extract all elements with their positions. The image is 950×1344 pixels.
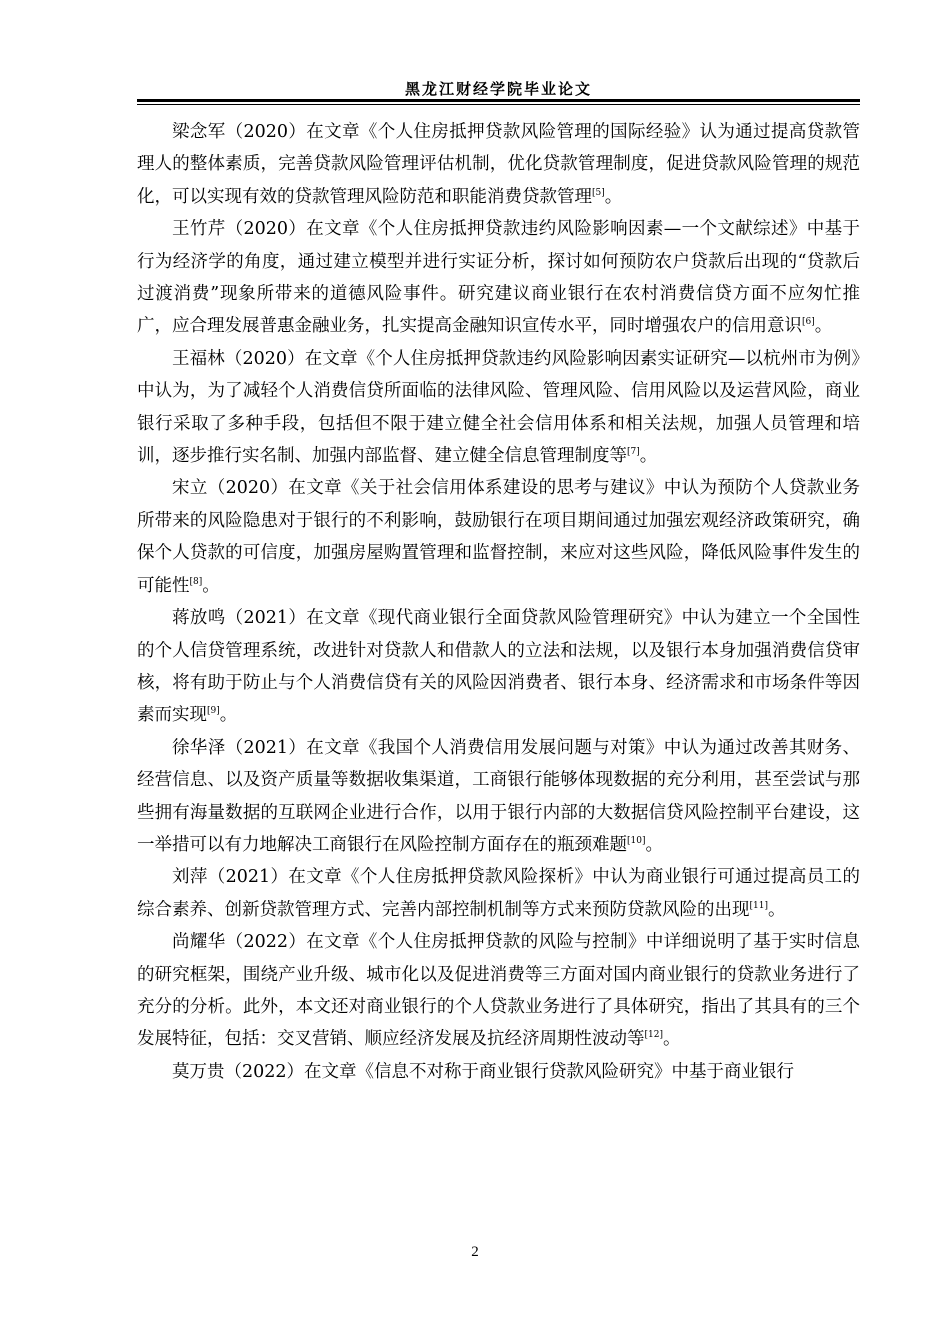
citation-ref: [6] xyxy=(802,317,815,328)
paragraph-text: 徐华泽（2021）在文章《我国个人消费信用发展问题与对策》中认为通过改善其财务、经营信息、以及资产质量等数据收集渠道，工商银行能够体现数据的充分利用，甚至尝试与那些拥有海量数据的互联网企业进行合作，以用于银行内部的大数据信贷风险控制平台建设，这一举措可以有力地解决工商银行在风险控制方面存在的瓶颈难题 xyxy=(137,737,860,855)
paragraph-tail: 。 xyxy=(639,446,658,467)
paragraph-tail: 。 xyxy=(814,316,833,337)
paragraph-text: 刘萍（2021）在文章《个人住房抵押贷款风险探析》中认为商业银行可通过提高员工的综合素养、创新贷款管理方式、完善内部控制机制等方式来预防贷款风险的出现 xyxy=(137,867,860,920)
paragraph-tail: 。 xyxy=(604,186,623,207)
paragraph xyxy=(137,732,860,862)
citation-ref: [10] xyxy=(627,835,646,846)
citation-ref: [11] xyxy=(749,900,768,911)
paragraph-text: 莫万贵（2022）在文章《信息不对称于商业银行贷款风险研究》中基于商业银行 xyxy=(172,1061,795,1082)
paragraph-text: 尚耀华（2022）在文章《个人住房抵押贷款的风险与控制》中详细说明了基于实时信息的研究框架，围绕产业升级、城市化以及促进消费等三方面对国内商业银行的贷款业务进行了充分的分析。此外，本文还对商业银行的个人贷款业务进行了具体研究，指出了其具有的三个发展特征，包括：交叉营销、顺应经济发展及抗经济周期性波动等 xyxy=(137,932,860,1050)
paragraph-tail: 。 xyxy=(202,575,220,596)
paragraph-text: 蒋放鸣（2021）在文章《现代商业银行全面贷款风险管理研究》中认为建立一个全国性的个人信贷管理系统，改进针对贷款人和借款人的立法和法规，以及银行本身加强消费信贷审核，将有助于防止与个人消费信贷有关的风险因消费者、银行本身、经济需求和市场条件等因素而实现 xyxy=(137,608,860,726)
paragraph-text: 梁念军（2020）在文章《个人住房抵押贷款风险管理的国际经验》认为通过提高贷款管理人的整体素质，完善贷款风险管理评估机制，优化贷款管理制度，促进贷款风险管理的规范化，可以实现有效的贷款管理风险防范和职能消费贷款管理 xyxy=(137,122,860,207)
paragraph xyxy=(137,116,860,213)
citation-ref: [9] xyxy=(207,706,220,717)
citation-ref: [12] xyxy=(644,1030,663,1041)
document-header: 黑龙江财经学院毕业论文 xyxy=(404,80,592,98)
paragraph-text: 王福林（2020）在文章《个人住房抵押贷款违约风险影响因素实证研究—以杭州市为例》中认为，为了减轻个人消费信贷所面临的法律风险、管理风险、信用风险以及运营风险，商业银行采取了多种手段，包括但不限于建立健全社会信用体系和相关法规，加强人员管理和培训，逐步推行实名制、加强内部监督、建立健全信息管理制度等 xyxy=(137,348,860,467)
paragraph xyxy=(137,861,860,926)
paragraph-text: 王竹芹（2020）在文章《个人住房抵押贷款违约风险影响因素—一个文献综述》中基于行为经济学的角度，通过建立模型并进行实证分析，探讨如何预防农户贷款后出现的“贷款后过渡消费”现象所带来的道德风险事件。研究建议商业银行在农村消费信贷方面不应匆忙推广，应合理发展普惠金融业务，扎实提高金融知识宣传水平，同时增强农户的信用意识 xyxy=(137,219,860,337)
paragraph-tail: 。 xyxy=(645,834,663,855)
paragraph-tail: 。 xyxy=(662,1029,681,1050)
header-rule-thick xyxy=(137,99,860,102)
paragraph xyxy=(137,1056,860,1088)
paragraph-tail: 。 xyxy=(767,899,786,920)
paragraph xyxy=(137,213,860,343)
paragraph-text: 宋立（2020）在文章《关于社会信用体系建设的思考与建议》中认为预防个人贷款业务所带来的风险隐患对于银行的不利影响，鼓励银行在项目期间通过加强宏观经济政策研究，确保个人贷款的可信度，加强房屋购置管理和监督控制，来应对这些风险，降低风险事件发生的可能性 xyxy=(137,478,860,596)
paragraph xyxy=(137,343,860,473)
header-rule-thin xyxy=(137,104,860,105)
citation-ref: [7] xyxy=(627,447,640,458)
page-number: 2 xyxy=(471,1244,479,1260)
citation-ref: [5] xyxy=(592,187,605,198)
body-text xyxy=(137,116,860,1088)
paragraph xyxy=(137,926,860,1056)
paragraph-tail: 。 xyxy=(219,705,238,726)
paragraph xyxy=(137,602,860,732)
citation-ref: [8] xyxy=(189,576,203,587)
paragraph xyxy=(137,472,860,602)
